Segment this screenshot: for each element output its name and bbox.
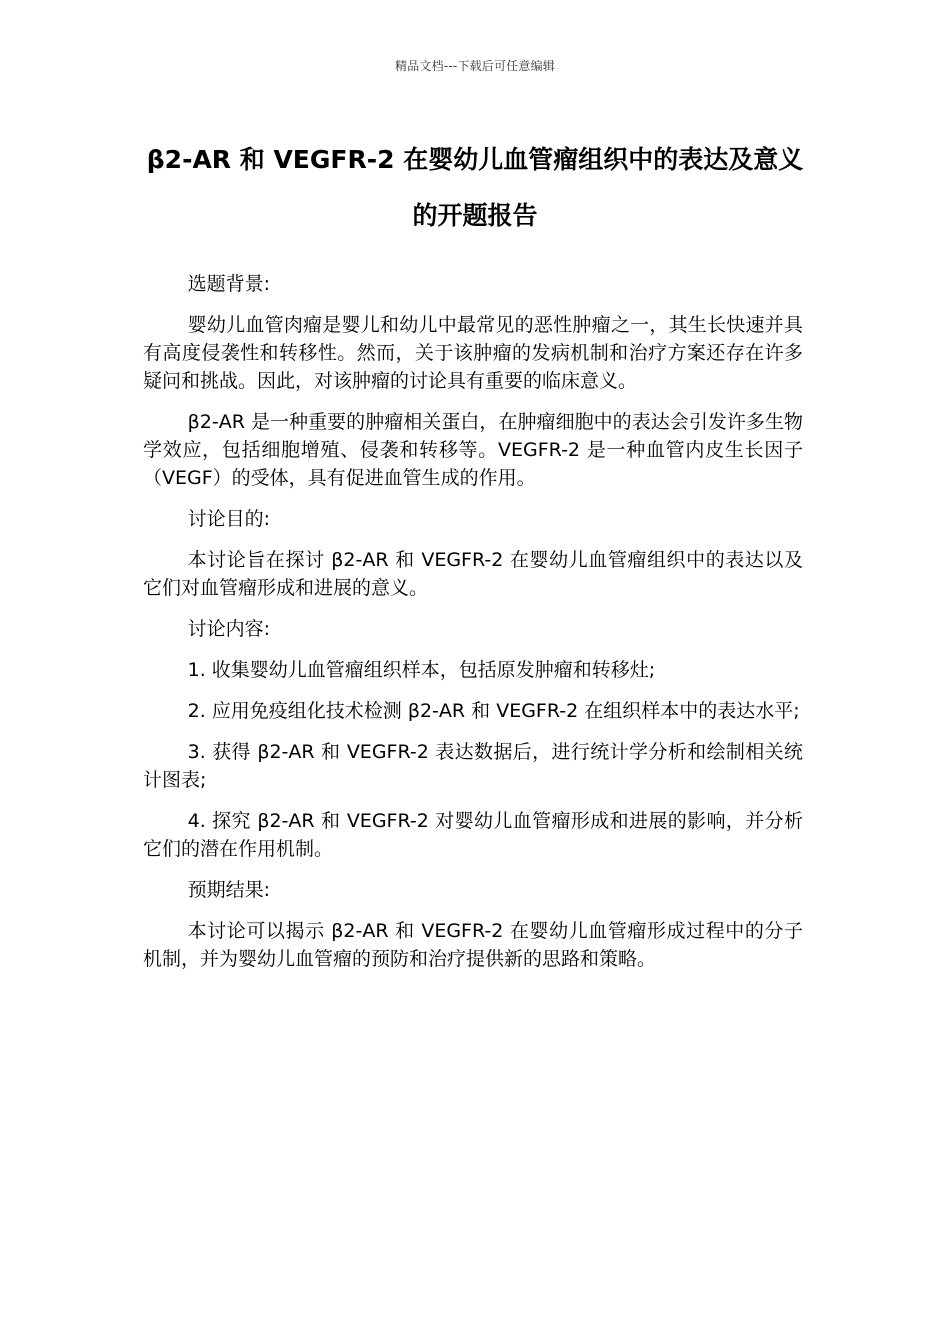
list-item-2: 2. 应用免疫组化技术检测 β2-AR 和 VEGFR-2 在组织样本中的表达水平;	[187, 700, 800, 722]
list-item-4: 4. 探究 β2-AR 和 VEGFR-2 对婴幼儿血管瘤形成和进展的影响，并分析它们的潜在作用机制。	[143, 810, 803, 860]
list-item-1: 1. 收集婴幼儿血管瘤组织样本，包括原发肿瘤和转移灶;	[187, 659, 656, 681]
section-heading-purpose: 讨论目的:	[187, 508, 271, 530]
document-title: β2-AR 和 VEGFR-2 在婴幼儿血管瘤组织中的表达及意义的开题报告	[146, 145, 804, 230]
section-heading-content: 讨论内容:	[187, 618, 271, 640]
header-note: 精品文档---下载后可任意编辑	[395, 59, 555, 73]
paragraph-background: 婴幼儿血管肉瘤是婴儿和幼儿中最常见的恶性肿瘤之一，其生长快速并具有高度侵袭性和转移性。然而，关于该肿瘤的发病机制和治疗方案还存在许多疑问和挑战。因此，对该肿瘤的讨论具有重要的临床意义。	[143, 314, 803, 392]
paragraph-results: 本讨论可以揭示 β2-AR 和 VEGFR-2 在婴幼儿血管瘤形成过程中的分子机制，并为婴幼儿血管瘤的预防和治疗提供新的思路和策略。	[143, 920, 803, 970]
section-heading-results: 预期结果:	[187, 879, 271, 901]
paragraph-purpose: 本讨论旨在探讨 β2-AR 和 VEGFR-2 在婴幼儿血管瘤组织中的表达以及它们对血管瘤形成和进展的意义。	[143, 549, 803, 599]
paragraph-proteins: β2-AR 是一种重要的肿瘤相关蛋白，在肿瘤细胞中的表达会引发许多生物学效应，包括细胞增殖、侵袭和转移等。VEGFR-2 是一种血管内皮生长因子（VEGF）的受体，具有促进血管生成的作用。	[143, 411, 803, 489]
document-body	[143, 270, 803, 986]
section-heading-background: 选题背景:	[187, 273, 271, 295]
list-item-3: 3. 获得 β2-AR 和 VEGFR-2 表达数据后，进行统计学分析和绘制相关统计图表;	[143, 741, 803, 791]
